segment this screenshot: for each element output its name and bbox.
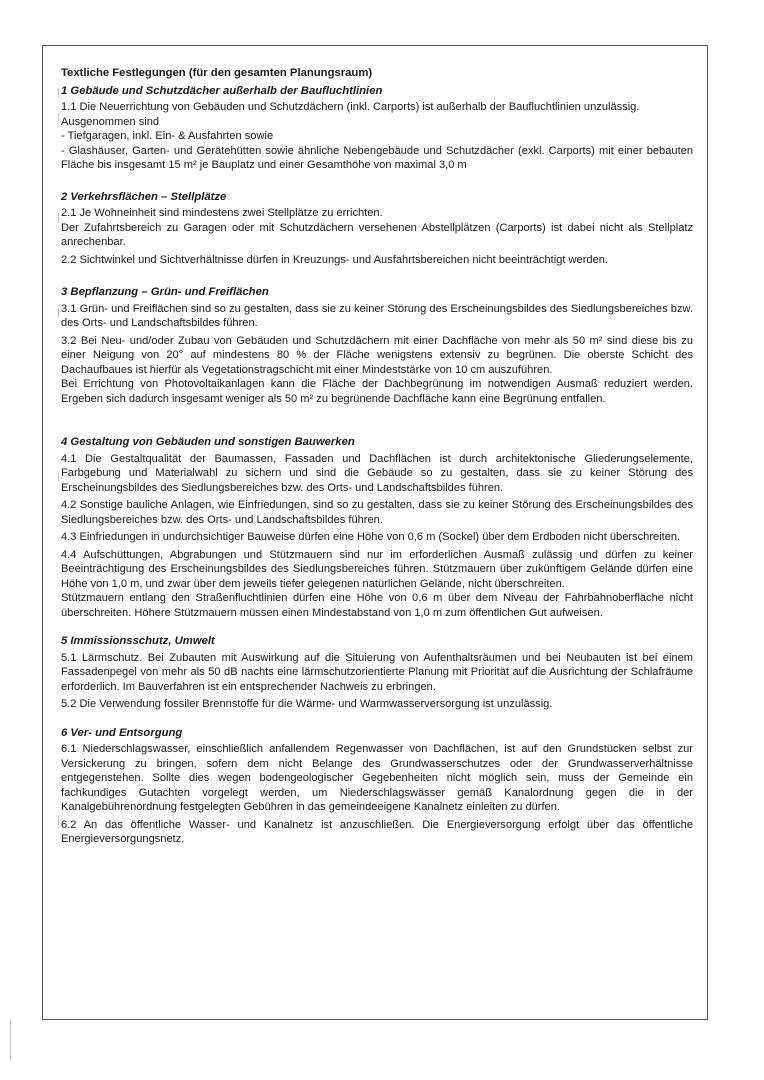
paragraph: Der Zufahrtsbereich zu Garagen oder mit Schutzdächern versehenen Abstellplätzen (Carports) ist dabei nicht als Stellplatz anrechenbar. [61,221,693,248]
section-4 [61,435,693,620]
document-body [61,66,693,850]
section-2 [61,190,693,268]
scan-mark [58,815,59,825]
scan-mark [58,88,59,98]
section-heading: 5 Immissionsschutz, Umwelt [61,635,215,647]
section-heading: 2 Verkehrsflächen – Stellplätze [61,190,227,203]
paragraph: 4.4 Aufschüttungen, Abgrabungen und Stützmauern sind nur im erforderlichen Ausmaß zulässig und dürfen zu keiner Beeinträchtigung des Erscheinungsbildes des Siedlungsbereiches führen. Stützmauern über zukünftigem Gelände dürfen eine Höhe von 1,0 m, und zwar über dem jeweils tiefer gelegenen natürlichen Gelände, nicht überschreiten. [61,548,693,590]
list-item: - Tiefgaragen, inkl. Ein- & Ausfahrten sowie [61,130,274,142]
paragraph: 4.2 Sonstige bauliche Anlagen, wie Einfriedungen, sind so zu gestalten, dass sie zu keiner Störung des Erscheinungsbildes des Siedlungsbereiches bzw. des Orts- und Landschaftsbildes führen. [61,499,693,526]
section-heading: 1 Gebäude und Schutzdächer außerhalb der Baufluchtlinien [61,84,383,97]
scan-mark [58,472,59,482]
paragraph: 6.2 An das öffentliche Wasser- und Kanalnetz ist anzuschließen. Die Energieversorgung erfolgt über das öffentliche Energieversorgungsnetz. [61,818,693,845]
section-heading: 3 Bepflanzung – Grün- und Freiflächen [61,286,269,298]
paragraph: 5.1 Lärmschutz. Bei Zubauten mit Auswirkung auf die Situierung von Aufenthaltsräumen und bei Neubauten ist bei einem Fassadenpegel von mehr als 50 dB nachts eine lärmschutzorientierte Planung mit Priorität auf die Ausrichtung der Schlafräume erforderlich. Im Bauverfahren ist ein entsprechender Nachweis zu erbringen. [61,651,693,693]
paragraph: 2.2 Sichtwinkel und Sichtverhältnisse dürfen in Kreuzungs- und Ausfahrtsbereichen nicht beeinträchtigt werden. [61,253,608,266]
paragraph: 6.1 Niederschlagswasser, einschließlich anfallendem Regenwasser von Dachflächen, ist auf den Grundstücken selbst zur Versickerung zu bringen, sofern dem nicht Belange des Grundwasserschutzes oder der Grundwasserverhältnisse entgegenstehen. Sollte dies wegen bodengeologischer Gegebenheiten nicht möglich sein, muss der Gemeinde ein fachkundiges Gutachten vorgelegt werden, um Niederschlagswässer gemäß Kanalordnung gegen die in der Kanalgebührenordnung festgelegten Gebühren in das gemeindeeigene Kanalnetz einleiten zu dürfen. [61,743,693,813]
paragraph: 1.1 Die Neuerrichtung von Gebäuden und Schutzdächern (inkl. Carports) ist außerhalb der Baufluchtlinien unzulässig. [61,101,640,113]
scan-mark [58,113,59,121]
section-heading: 6 Ver- und Entsorgung [61,726,183,739]
paragraph: 3.1 Grün- und Freiflächen sind so zu gestalten, dass sie zu keiner Störung des Erscheinungsbildes des Siedlungsbereiches bzw. des Orts- und Landschaftsbildes führen. [61,302,693,329]
section-1 [61,84,693,173]
paragraph: Bei Errichtung von Photovoltaikanlagen kann die Fläche der Dachbegrünung im notwendigen Ausmaß reduziert werden. Ergeben sich dadurch insgesamt weniger als 50 m² zu begrünende Dachfläche kann eine Begrünung entfallen. [61,378,693,405]
paragraph: 3.2 Bei Neu- und/oder Zubau von Gebäuden und Schutzdächern mit einer Dachfläche von mehr als 50 m² sind diese bis zu einer Neigung von 20° auf mindestens 80 % der Fläche wenigstens extensiv zu begrünen. Die oberste Schicht des Dachaufbaues ist hierfür als Vegetationstragschicht mit einer Mindeststärke von 10 cm auszuführen. [61,334,693,376]
scan-mark [58,213,59,223]
section-heading: 4 Gestaltung von Gebäuden und sonstigen Bauwerken [61,436,355,448]
paragraph: 4.1 Die Gestaltqualität der Baumassen, Fassaden und Dachflächen ist durch architektonische Gliederungselemente, Farbgebung und Materialwahl zu sichern und sind die Gebäude so zu gestalten, dass sie zu keiner Störung des Erscheinungsbildes des Siedlungsbereiches bzw. des Orts- und Landschaftsbildes führen. [61,452,693,494]
scan-edge [10,1020,11,1060]
document-title: Textliche Festlegungen (für den gesamten Planungsraum) [61,67,373,79]
paragraph: 5.2 Die Verwendung fossiler Brennstoffe für die Wärme- und Warmwasserversorgung ist unzulässig. [61,698,553,710]
paragraph: Stützmauern entlang den Straßenfluchtlinien dürfen eine Höhe von 0,6 m über dem Niveau der Fahrbahnoberfläche nicht überschreiten. Höhere Stützmauern müssen einen Mindestabstand von 1,0 m zum öffentlichen Gut aufweisen. [61,592,693,619]
paragraph: 4.3 Einfriedungen in undurchsichtiger Bauweise dürfen eine Höhe von 0,6 m (Sockel) über dem Erdboden nicht überschreiten. [61,531,681,543]
section-6 [61,726,693,847]
paragraph: Ausgenommen sind [61,115,160,128]
section-3 [61,285,693,406]
paragraph: 2.1 Je Wohneinheit sind mindestens zwei Stellplätze zu errichten. [61,207,383,219]
section-5 [61,634,693,712]
list-item: - Glashäuser, Garten- und Gerätehütten sowie ähnliche Nebengebäude und Schutzdächer (exkl. Carports) mit einer bebauten Fläche bis insgesamt 15 m² je Bauplatz und einer Gesamthöhe von maximal 3,0 m [61,144,693,171]
scan-mark [58,308,59,318]
